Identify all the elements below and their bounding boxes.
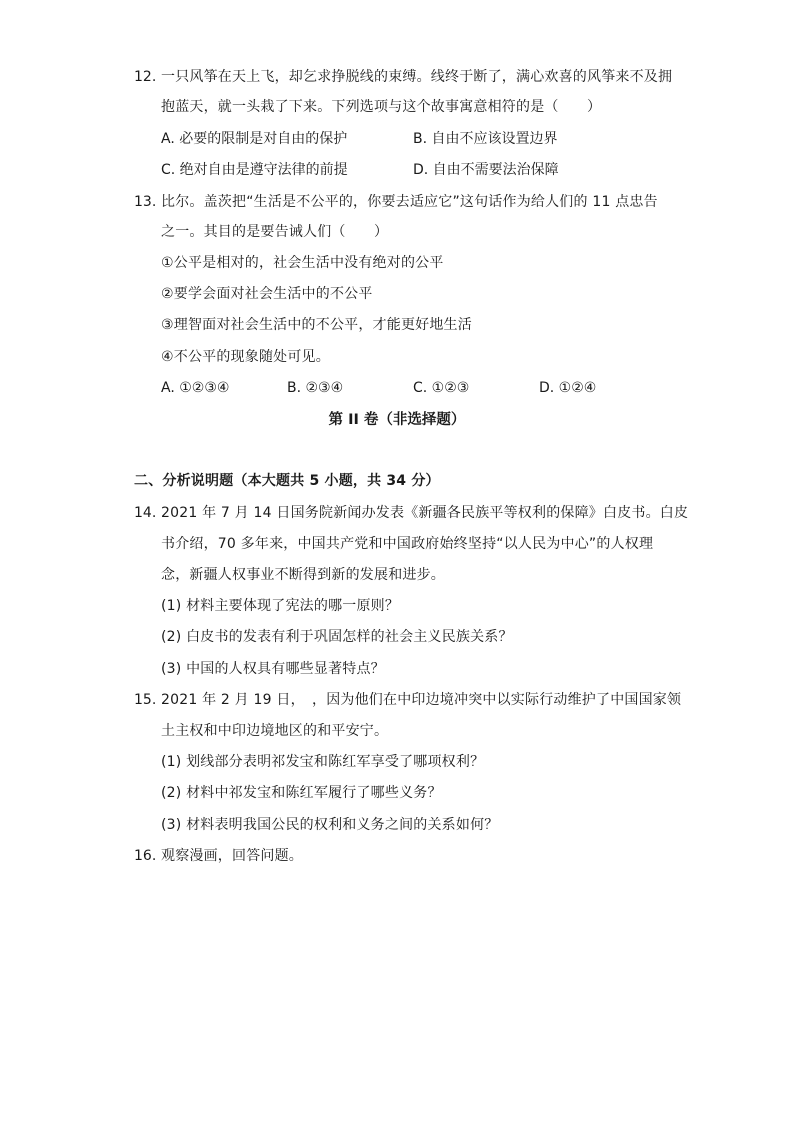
question-15-line-2: 土主权和中印边境地区的和平安宁。 [161,723,389,739]
question-12-line-2: 抱蓝天，就一头栽了下来。下列选项与这个故事寓意相符的是（ ） [161,99,602,115]
question-13-item-2: ②要学会面对社会生活中的不公平 [161,286,373,302]
question-14-sub-3: (3) 中国的人权具有哪些显著特点？ [161,661,385,677]
question-15-sub-3: (3) 材料表明我国公民的权利和义务之间的关系如何？ [161,817,499,833]
question-15-line-1: 2021 年 2 月 19 日， ，因为他们在中印边境冲突中以实际行动维护了中国国家领 [161,692,682,708]
question-13-option-b: B. ②③④ [287,380,344,396]
question-13-item-4: ④不公平的现象随处可见。 [161,349,330,365]
question-13-option-c: C. ①②③ [413,380,470,396]
question-14-sub-2: (2) 白皮书的发表有利于巩固怎样的社会主义民族关系？ [161,629,513,645]
question-14-number: 14. [134,505,157,521]
question-13-line-2: 之一。其目的是要告诫人们（ ） [161,224,389,240]
question-16-line-1: 观察漫画，回答问题。 [161,848,303,864]
section-2-heading: 二、分析说明题（本大题共 5 小题，共 34 分） [134,473,440,489]
question-12-number: 12. [134,69,157,85]
question-12-option-a: A. 必要的限制是对自由的保护 [161,131,348,147]
question-13-item-3: ③理智面对社会生活中的不公平，才能更好地生活 [161,317,472,333]
question-16-number: 16. [134,848,157,864]
question-12-option-b: B. 自由不应该设置边界 [413,131,558,147]
question-14-line-1: 2021 年 7 月 14 日国务院新闻办发表《新疆各民族平等权利的保障》白皮书。白皮 [161,505,689,521]
question-14-sub-1: (1) 材料主要体现了宪法的哪一原则？ [161,598,400,614]
question-13-line-1: 比尔。盖茨把“生活是不公平的，你要去适应它”这句话作为给人们的 11 点忠告 [161,194,658,210]
section-2-title: 第 II 卷（非选择题） [328,412,466,428]
question-12-option-c: C. 绝对自由是遵守法律的前提 [161,162,348,178]
question-13-option-d: D. ①②④ [539,380,597,396]
question-13-item-1: ①公平是相对的，社会生活中没有绝对的公平 [161,255,444,271]
question-12-option-d: D. 自由不需要法治保障 [413,162,559,178]
question-15-number: 15. [134,692,157,708]
question-13-option-a: A. ①②③④ [161,380,230,396]
question-15-sub-1: (1) 划线部分表明祁发宝和陈红军享受了哪项权利？ [161,754,485,770]
question-15-sub-2: (2) 材料中祁发宝和陈红军履行了哪些义务？ [161,785,442,801]
question-12-line-1: 一只风筝在天上飞，却乞求挣脱线的束缚。线终于断了，满心欢喜的风筝来不及拥 [161,69,673,85]
question-13-number: 13. [134,194,157,210]
question-14-line-2: 书介绍，70 多年来，中国共产党和中国政府始终坚持“以人民为中心”的人权理 [161,536,654,552]
question-14-line-3: 念，新疆人权事业不断得到新的发展和进步。 [161,567,445,583]
